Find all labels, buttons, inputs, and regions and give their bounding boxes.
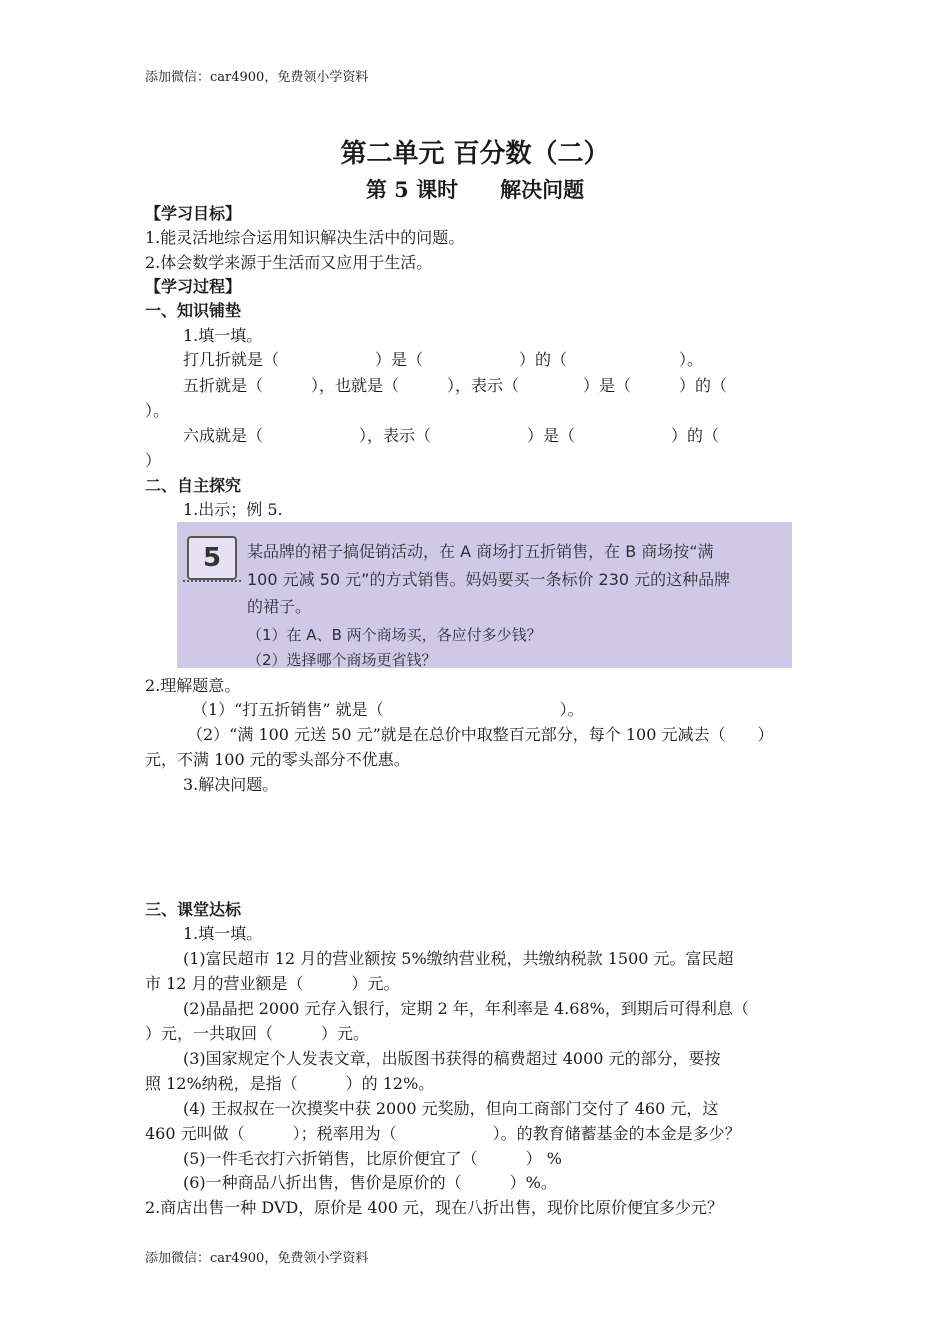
section3-q2: 2.商店出售一种 DVD，原价是 400 元，现在八折出售，现价比原价便宜多少元？: [145, 1198, 723, 1217]
section3-p1a: (1)富民超市 12 月的营业额按 5%缴纳营业税，共缴纳税款 1500 元。富民超: [183, 949, 734, 968]
section2-heading: 二、自主探究: [145, 476, 242, 495]
section3-q1: 1.填一填。: [183, 924, 263, 943]
example-5-image: [177, 522, 792, 668]
section2-q3: 3.解决问题。: [183, 775, 279, 794]
section3-heading: 三、课堂达标: [145, 900, 242, 919]
section1-line1: 打几折就是（ ）是（ ）的（ ）。: [183, 350, 704, 369]
section1-q1: 1.填一填。: [183, 326, 263, 345]
section1-line2b: ）。: [145, 401, 170, 420]
section3-p6: (6)一种商品八折出售，售价是原价的（ ）%。: [183, 1173, 557, 1192]
section3-p1b: 市 12 月的营业额是（ ）元。: [145, 974, 400, 993]
goals-heading: 【学习目标】: [145, 204, 242, 223]
section3-p4b: 460 元叫做（ ）；税率用为（ ）。的教育储蓄基金的本金是多少？: [145, 1124, 741, 1143]
section2-q1: 1.出示；例 5.: [183, 500, 283, 519]
goal-item-2: 2.体会数学来源于生活而又应用于生活。: [145, 253, 433, 272]
goal-item-1: 1.能灵活地综合运用知识解决生活中的问题。: [145, 228, 465, 247]
section3-p3b: 照 12%纳税，是指（ ）的 12%。: [145, 1074, 435, 1093]
section1-line2a: 五折就是（ ），也就是（ ），表示（ ）是（ ）的（: [183, 376, 728, 395]
section2-q2: 2.理解题意。: [145, 676, 241, 695]
example-line-2: 100 元减 50 元”的方式销售。妈妈要买一条标价 230 元的这种品牌: [247, 570, 731, 589]
section3-p2a: (2)晶晶把 2000 元存入银行，定期 2 年，年利率是 4.68%，到期后可得利息（: [183, 999, 749, 1018]
example-line-1: 某品牌的裙子搞促销活动，在 A 商场打五折销售，在 B 商场按“满: [247, 542, 714, 561]
header-note: 添加微信：car4900，免费领小学资料: [145, 70, 369, 85]
page-subtitle: 第 5 课时 解决问题: [365, 177, 585, 202]
section1-heading: 一、知识铺垫: [145, 301, 242, 320]
section3-p5: (5)一件毛衣打六折销售，比原价便宜了（ ） %: [183, 1149, 562, 1168]
example-line-3: 的裙子。: [247, 597, 312, 616]
badge-dots-decoration: [183, 580, 241, 590]
section1-line3a: 六成就是（ ），表示（ ）是（ ）的（: [183, 426, 720, 445]
process-heading: 【学习过程】: [145, 277, 242, 296]
section3-p4a: (4) 王叔叔在一次摸奖中获 2000 元奖励，但向工商部门交付了 460 元，这: [183, 1099, 719, 1118]
page-title: 第二单元 百分数（二）: [340, 139, 610, 169]
section1-line3b: ）: [145, 451, 162, 470]
example-number-badge: 5: [187, 536, 237, 580]
section2-q2-2b: 元，不满 100 元的零头部分不优惠。: [145, 750, 410, 769]
section3-p3a: (3)国家规定个人发表文章，出版图书获得的稿费超过 4000 元的部分，要按: [183, 1049, 721, 1068]
footer-note: 添加微信：car4900，免费领小学资料: [145, 1251, 369, 1266]
section3-p2b: ）元，一共取回（ ）元。: [145, 1024, 370, 1043]
example-question-1: （1）在 A、B 两个商场买，各应付多少钱？: [247, 626, 542, 644]
example-question-2: （2）选择哪个商场更省钱？: [247, 651, 437, 668]
section2-q2-1: （1）“打五折销售” 就是（ ）。: [192, 700, 584, 719]
section2-q2-2a: （2）“满 100 元送 50 元”就是在总价中取整百元部分，每个 100 元减去（ ）: [187, 725, 774, 744]
